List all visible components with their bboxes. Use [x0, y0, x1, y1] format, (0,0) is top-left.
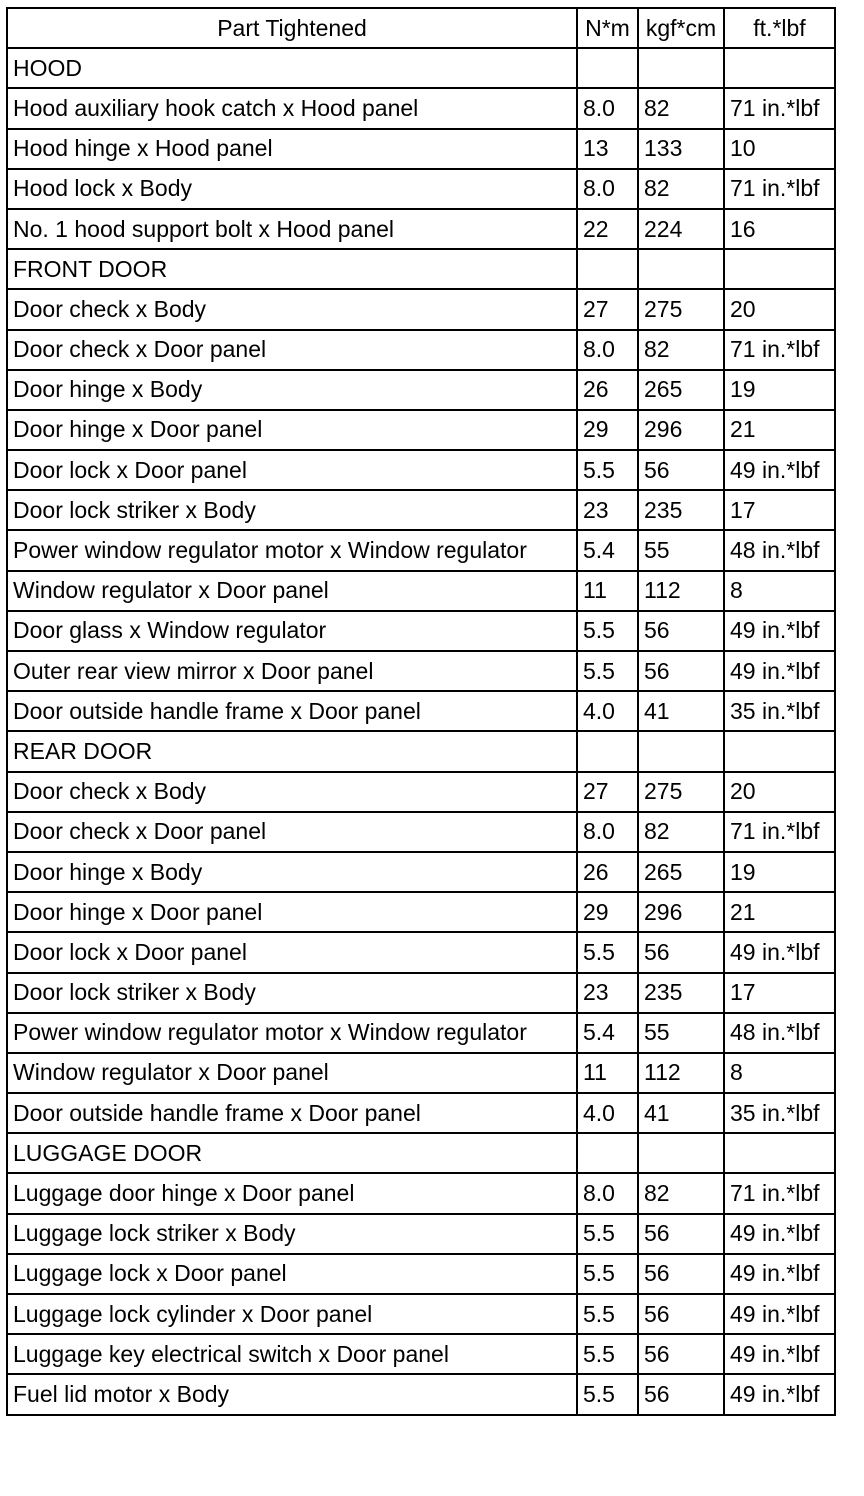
- kgf-cm-cell: 296: [638, 410, 724, 450]
- nm-cell: 23: [577, 973, 638, 1013]
- section-row: [7, 1133, 835, 1173]
- table-row: [7, 490, 835, 530]
- kgf-cm-cell: 56: [638, 932, 724, 972]
- section-title: REAR DOOR: [7, 731, 577, 771]
- ft-lbf-cell: 49 in.*lbf: [724, 1374, 835, 1414]
- ft-lbf-cell: 8: [724, 571, 835, 611]
- part-cell: Door check x Door panel: [7, 330, 577, 370]
- table-row: [7, 450, 835, 490]
- ft-lbf-cell: 16: [724, 209, 835, 249]
- kgf-cm-cell: 56: [638, 1254, 724, 1294]
- ft-lbf-cell: 21: [724, 892, 835, 932]
- ft-lbf-cell: [724, 249, 835, 289]
- nm-cell: 5.5: [577, 1294, 638, 1334]
- table-row: [7, 1093, 835, 1133]
- table-row: [7, 1053, 835, 1093]
- table-row: [7, 289, 835, 329]
- kgf-cm-cell: 56: [638, 450, 724, 490]
- ft-lbf-cell: 20: [724, 289, 835, 329]
- ft-lbf-cell: 49 in.*lbf: [724, 932, 835, 972]
- table-row: [7, 932, 835, 972]
- table-row: [7, 812, 835, 852]
- nm-cell: 11: [577, 1053, 638, 1093]
- nm-cell: 8.0: [577, 1173, 638, 1213]
- part-cell: Window regulator x Door panel: [7, 571, 577, 611]
- kgf-cm-cell: 56: [638, 1294, 724, 1334]
- ft-lbf-cell: [724, 1133, 835, 1173]
- nm-cell: 5.5: [577, 932, 638, 972]
- kgf-cm-cell: [638, 731, 724, 771]
- torque-spec-table: [6, 7, 836, 1416]
- kgf-cm-cell: 56: [638, 611, 724, 651]
- kgf-cm-cell: 296: [638, 892, 724, 932]
- table-row: [7, 129, 835, 169]
- part-cell: Hood auxiliary hook catch x Hood panel: [7, 88, 577, 128]
- ft-lbf-cell: 48 in.*lbf: [724, 530, 835, 570]
- kgf-cm-cell: 56: [638, 651, 724, 691]
- ft-lbf-cell: 71 in.*lbf: [724, 330, 835, 370]
- table-row: [7, 370, 835, 410]
- part-cell: Door hinge x Body: [7, 370, 577, 410]
- nm-cell: 23: [577, 490, 638, 530]
- kgf-cm-cell: 56: [638, 1334, 724, 1374]
- kgf-cm-cell: 265: [638, 370, 724, 410]
- table-row: [7, 1294, 835, 1334]
- nm-cell: 8.0: [577, 812, 638, 852]
- table-row: [7, 611, 835, 651]
- table-row: [7, 1374, 835, 1414]
- nm-cell: 27: [577, 772, 638, 812]
- table-row: [7, 1013, 835, 1053]
- section-title: HOOD: [7, 48, 577, 88]
- kgf-cm-cell: 56: [638, 1214, 724, 1254]
- kgf-cm-cell: 265: [638, 852, 724, 892]
- kgf-cm-cell: 133: [638, 129, 724, 169]
- part-cell: Door outside handle frame x Door panel: [7, 1093, 577, 1133]
- ft-lbf-cell: 49 in.*lbf: [724, 651, 835, 691]
- nm-cell: 5.5: [577, 450, 638, 490]
- header-part-tightened: Part Tightened: [7, 8, 577, 48]
- ft-lbf-cell: [724, 48, 835, 88]
- ft-lbf-cell: 71 in.*lbf: [724, 1173, 835, 1213]
- nm-cell: 8.0: [577, 330, 638, 370]
- kgf-cm-cell: 55: [638, 530, 724, 570]
- part-cell: Door hinge x Door panel: [7, 410, 577, 450]
- part-cell: Power window regulator motor x Window regulator: [7, 1013, 577, 1053]
- table-header-row: [7, 8, 835, 48]
- kgf-cm-cell: [638, 249, 724, 289]
- part-cell: Door check x Body: [7, 289, 577, 329]
- kgf-cm-cell: 235: [638, 490, 724, 530]
- nm-cell: 5.5: [577, 1334, 638, 1374]
- ft-lbf-cell: 21: [724, 410, 835, 450]
- nm-cell: 5.5: [577, 1214, 638, 1254]
- part-cell: Door lock striker x Body: [7, 973, 577, 1013]
- ft-lbf-cell: 8: [724, 1053, 835, 1093]
- part-cell: Outer rear view mirror x Door panel: [7, 651, 577, 691]
- ft-lbf-cell: 71 in.*lbf: [724, 812, 835, 852]
- part-cell: Fuel lid motor x Body: [7, 1374, 577, 1414]
- table-row: [7, 209, 835, 249]
- table-row: [7, 1173, 835, 1213]
- ft-lbf-cell: 71 in.*lbf: [724, 88, 835, 128]
- part-cell: Door lock x Door panel: [7, 450, 577, 490]
- nm-cell: 13: [577, 129, 638, 169]
- table-row: [7, 772, 835, 812]
- kgf-cm-cell: 82: [638, 1173, 724, 1213]
- ft-lbf-cell: 49 in.*lbf: [724, 450, 835, 490]
- kgf-cm-cell: 82: [638, 812, 724, 852]
- part-cell: Luggage lock x Door panel: [7, 1254, 577, 1294]
- kgf-cm-cell: [638, 48, 724, 88]
- nm-cell: 26: [577, 852, 638, 892]
- ft-lbf-cell: 19: [724, 370, 835, 410]
- kgf-cm-cell: 41: [638, 691, 724, 731]
- nm-cell: 5.4: [577, 530, 638, 570]
- kgf-cm-cell: 56: [638, 1374, 724, 1414]
- ft-lbf-cell: 20: [724, 772, 835, 812]
- table-row: [7, 651, 835, 691]
- ft-lbf-cell: 35 in.*lbf: [724, 1093, 835, 1133]
- nm-cell: 5.5: [577, 611, 638, 651]
- ft-lbf-cell: 49 in.*lbf: [724, 1294, 835, 1334]
- table-row: [7, 330, 835, 370]
- kgf-cm-cell: 275: [638, 772, 724, 812]
- part-cell: Door glass x Window regulator: [7, 611, 577, 651]
- table-row: [7, 852, 835, 892]
- nm-cell: 5.4: [577, 1013, 638, 1053]
- header-kgf-cm: kgf*cm: [638, 8, 724, 48]
- ft-lbf-cell: 48 in.*lbf: [724, 1013, 835, 1053]
- table-row: [7, 1334, 835, 1374]
- part-cell: Hood lock x Body: [7, 169, 577, 209]
- part-cell: Door lock x Door panel: [7, 932, 577, 972]
- part-cell: Power window regulator motor x Window regulator: [7, 530, 577, 570]
- ft-lbf-cell: 49 in.*lbf: [724, 1214, 835, 1254]
- ft-lbf-cell: 17: [724, 973, 835, 1013]
- part-cell: No. 1 hood support bolt x Hood panel: [7, 209, 577, 249]
- table-row: [7, 410, 835, 450]
- ft-lbf-cell: 10: [724, 129, 835, 169]
- table-row: [7, 1254, 835, 1294]
- part-cell: Door check x Door panel: [7, 812, 577, 852]
- section-row: [7, 731, 835, 771]
- nm-cell: 4.0: [577, 1093, 638, 1133]
- table-row: [7, 691, 835, 731]
- header-newton-meter: N*m: [577, 8, 638, 48]
- part-cell: Luggage door hinge x Door panel: [7, 1173, 577, 1213]
- table-row: [7, 1214, 835, 1254]
- nm-cell: 11: [577, 571, 638, 611]
- table-row: [7, 571, 835, 611]
- part-cell: Window regulator x Door panel: [7, 1053, 577, 1093]
- table-row: [7, 973, 835, 1013]
- kgf-cm-cell: 275: [638, 289, 724, 329]
- part-cell: Luggage lock cylinder x Door panel: [7, 1294, 577, 1334]
- nm-cell: 27: [577, 289, 638, 329]
- kgf-cm-cell: 41: [638, 1093, 724, 1133]
- nm-cell: [577, 48, 638, 88]
- kgf-cm-cell: 82: [638, 169, 724, 209]
- nm-cell: 29: [577, 410, 638, 450]
- nm-cell: 8.0: [577, 169, 638, 209]
- kgf-cm-cell: 82: [638, 330, 724, 370]
- nm-cell: 4.0: [577, 691, 638, 731]
- ft-lbf-cell: 49 in.*lbf: [724, 1334, 835, 1374]
- nm-cell: 22: [577, 209, 638, 249]
- kgf-cm-cell: 112: [638, 1053, 724, 1093]
- section-row: [7, 48, 835, 88]
- table-row: [7, 530, 835, 570]
- ft-lbf-cell: [724, 731, 835, 771]
- nm-cell: [577, 1133, 638, 1173]
- part-cell: Door outside handle frame x Door panel: [7, 691, 577, 731]
- ft-lbf-cell: 17: [724, 490, 835, 530]
- ft-lbf-cell: 49 in.*lbf: [724, 1254, 835, 1294]
- kgf-cm-cell: 82: [638, 88, 724, 128]
- section-row: [7, 249, 835, 289]
- nm-cell: [577, 731, 638, 771]
- kgf-cm-cell: [638, 1133, 724, 1173]
- kgf-cm-cell: 55: [638, 1013, 724, 1053]
- ft-lbf-cell: 19: [724, 852, 835, 892]
- nm-cell: 26: [577, 370, 638, 410]
- nm-cell: 5.5: [577, 1374, 638, 1414]
- kgf-cm-cell: 224: [638, 209, 724, 249]
- nm-cell: 8.0: [577, 88, 638, 128]
- part-cell: Hood hinge x Hood panel: [7, 129, 577, 169]
- table-row: [7, 88, 835, 128]
- part-cell: Luggage lock striker x Body: [7, 1214, 577, 1254]
- kgf-cm-cell: 235: [638, 973, 724, 1013]
- ft-lbf-cell: 71 in.*lbf: [724, 169, 835, 209]
- part-cell: Door check x Body: [7, 772, 577, 812]
- part-cell: Door hinge x Body: [7, 852, 577, 892]
- nm-cell: 29: [577, 892, 638, 932]
- table-row: [7, 892, 835, 932]
- nm-cell: [577, 249, 638, 289]
- ft-lbf-cell: 35 in.*lbf: [724, 691, 835, 731]
- nm-cell: 5.5: [577, 651, 638, 691]
- table-body: [7, 48, 835, 1414]
- ft-lbf-cell: 49 in.*lbf: [724, 611, 835, 651]
- section-title: FRONT DOOR: [7, 249, 577, 289]
- header-ft-lbf: ft.*lbf: [724, 8, 835, 48]
- section-title: LUGGAGE DOOR: [7, 1133, 577, 1173]
- part-cell: Door lock striker x Body: [7, 490, 577, 530]
- part-cell: Door hinge x Door panel: [7, 892, 577, 932]
- nm-cell: 5.5: [577, 1254, 638, 1294]
- part-cell: Luggage key electrical switch x Door panel: [7, 1334, 577, 1374]
- table-row: [7, 169, 835, 209]
- kgf-cm-cell: 112: [638, 571, 724, 611]
